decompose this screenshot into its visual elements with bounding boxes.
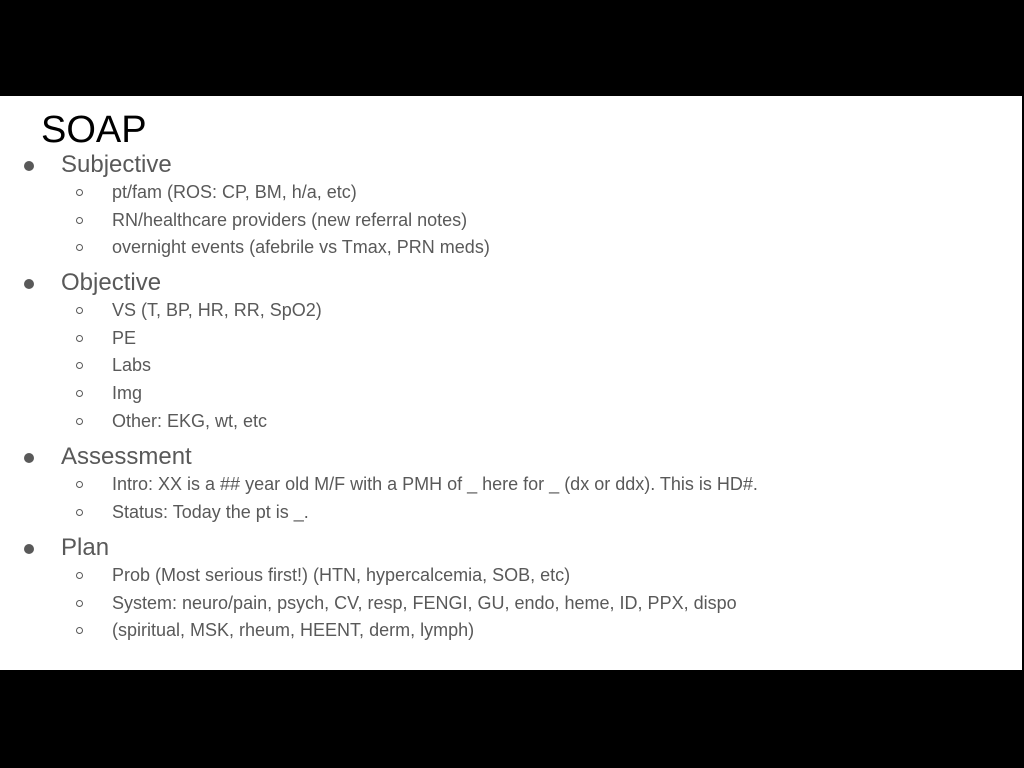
section-heading — [0, 440, 1000, 472]
list-item — [0, 500, 1000, 528]
section-assessment — [0, 440, 1000, 527]
section-heading — [0, 266, 1000, 298]
list-item — [0, 208, 1000, 236]
list-item — [0, 591, 1000, 619]
hollow-bullet-icon — [76, 307, 83, 314]
slide-title: SOAP — [41, 109, 147, 151]
list-item-text: (spiritual, MSK, rheum, HEENT, derm, lymph) — [112, 620, 475, 641]
list-item-text: Labs — [112, 355, 152, 376]
list-item-text: Status: Today the pt is _. — [112, 501, 309, 522]
hollow-bullet-icon — [76, 244, 83, 251]
section-label: Subjective — [61, 151, 172, 178]
hollow-bullet-icon — [76, 509, 83, 516]
hollow-bullet-icon — [76, 335, 83, 342]
list-item-text: RN/healthcare providers (new referral notes) — [112, 209, 468, 230]
list-item — [0, 298, 1000, 326]
list-item — [0, 326, 1000, 354]
list-item-text: Prob (Most serious first!) (HTN, hypercalcemia, SOB, etc) — [112, 565, 571, 585]
list-item-text: overnight events (afebrile vs Tmax, PRN meds) — [112, 237, 490, 258]
section-plan — [0, 531, 1000, 646]
section-heading — [0, 531, 1000, 563]
section-objective — [0, 266, 1000, 436]
section-heading — [0, 148, 1000, 180]
section-label: Objective — [61, 269, 162, 296]
list-item-text: Intro: XX is a ## year old M/F with a PMH of _ here for _ (dx or ddx). This is HD#. — [112, 474, 758, 494]
hollow-bullet-icon — [76, 362, 83, 369]
list-item — [0, 618, 1000, 646]
list-item — [0, 472, 1000, 500]
list-item-text: VS (T, BP, HR, RR, SpO2) — [112, 300, 322, 320]
list-item — [0, 235, 1000, 263]
hollow-bullet-icon — [76, 572, 83, 579]
filled-bullet-icon — [24, 161, 34, 171]
hollow-bullet-icon — [76, 390, 83, 397]
filled-bullet-icon — [24, 544, 34, 554]
hollow-bullet-icon — [76, 481, 83, 488]
list-item-text: pt/fam (ROS: CP, BM, h/a, etc) — [112, 182, 357, 202]
hollow-bullet-icon — [76, 217, 83, 224]
list-item-text: Img — [112, 383, 143, 404]
list-item-text: System: neuro/pain, psych, CV, resp, FENGI, GU, endo, heme, ID, PPX, dispo — [112, 592, 737, 613]
list-item — [0, 409, 1000, 437]
hollow-bullet-icon — [76, 189, 83, 196]
slide — [0, 96, 1022, 670]
list-item — [0, 563, 1000, 591]
section-label: Assessment — [61, 443, 192, 470]
filled-bullet-icon — [24, 279, 34, 289]
list-item-text: Other: EKG, wt, etc — [112, 410, 268, 431]
list-item-text: PE — [112, 327, 137, 348]
list-item — [0, 180, 1000, 208]
list-item — [0, 381, 1000, 409]
filled-bullet-icon — [24, 453, 34, 463]
list-item — [0, 353, 1000, 381]
hollow-bullet-icon — [76, 418, 83, 425]
hollow-bullet-icon — [76, 627, 83, 634]
hollow-bullet-icon — [76, 600, 83, 607]
section-subjective — [0, 148, 1000, 263]
section-label: Plan — [61, 534, 110, 561]
